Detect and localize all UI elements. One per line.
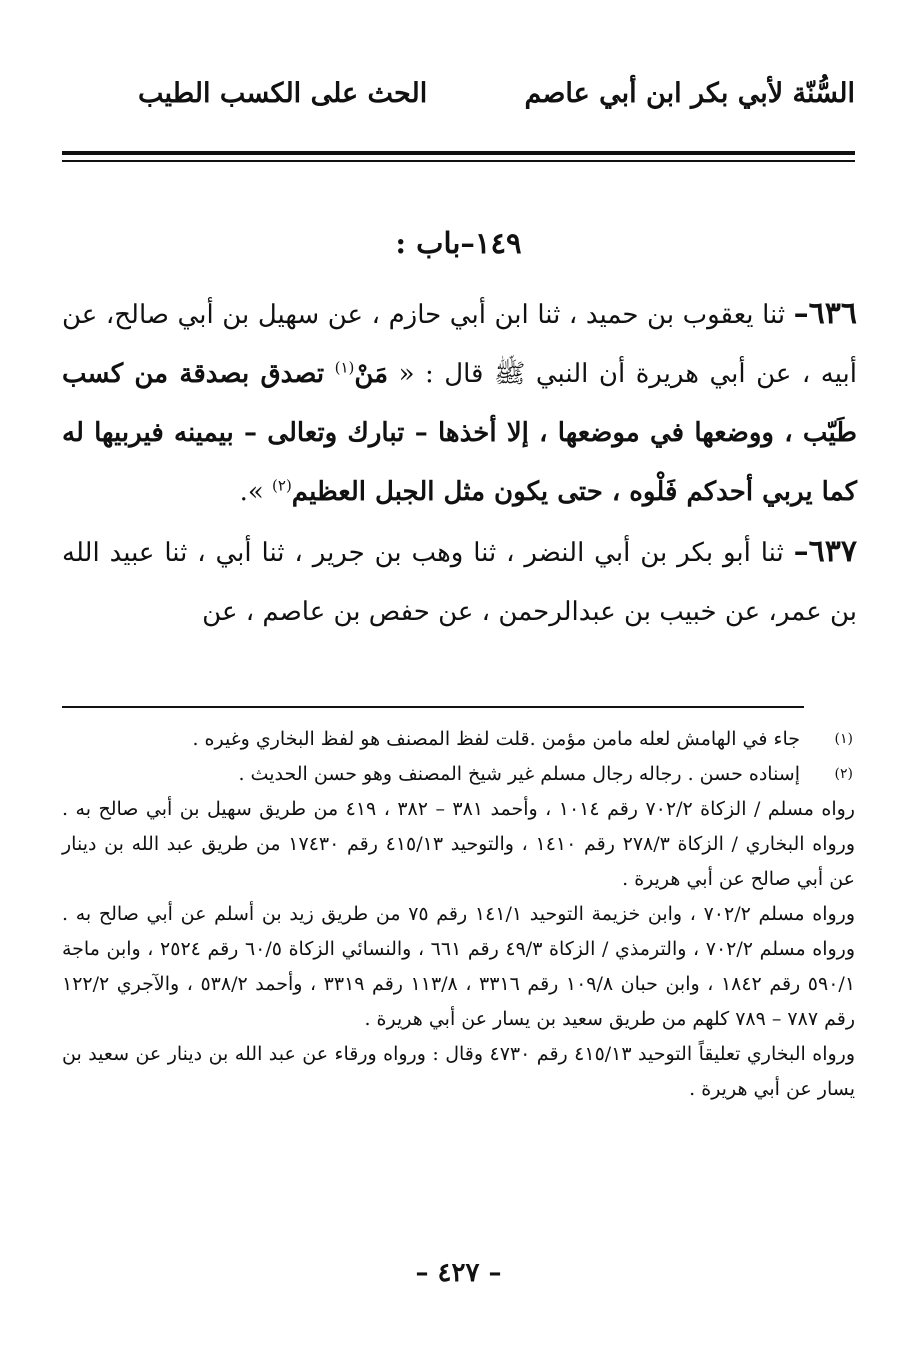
footnote-paragraph: رواه مسلم / الزكاة ٧٠٢/٢ رقم ١٠١٤ ، وأحمد ٣٨١ – ٣٨٢ ، ٤١٩ من طريق سهيل بن أبي صالح به . ورواه البخاري / الزكاة ٢٧٨/٣ رقم ١٤١٠ ، والتوحيد ٤١٥/١٣ رقم ١٧٤٣٠ من طريق عبد الله بن دينار عن أبي صالح عن أبي هريرة . [62,798,856,890]
hadith-637 [62,522,857,642]
chapter-title: الحث على الكسب الطيب [138,78,428,109]
footnote-ref-1: (١) [334,358,355,377]
hadith-number: ٦٣٦– [793,296,857,331]
hadith-isnad: ثنا يعقوب بن حميد ، ثنا ابن أبي حازم ، عن سهيل بن أبي صالح، عن أبيه ، عن أبي هريرة أن النبي ﷺ قال : « [62,300,858,389]
header-rule-thick [62,151,855,155]
hadith-number: ٦٣٧– [793,534,857,569]
footnote-rule [62,706,804,708]
footnote-marker: (٢) [834,766,853,782]
footnote-paragraph: ورواه مسلم ٧٠٢/٢ ، وابن خزيمة التوحيد ١٤١/١ رقم ٧٥ من طريق زيد بن أسلم عن أبي صالح به . ورواه مسلم ٧٠٢/٢ ، والترمذي / الزكاة ٤٩/٣ رقم ٦٦١ ، والنسائي الزكاة ٦٠/٥ رقم ٢٥٢٤ ، وابن ماجة ٥٩٠/١ رقم ١٨٤٢ ، وابن حبان ١٠٩/٨ رقم ٣٣١٦ ، ١١٣/٨ رقم ٣٣١٩ ، وأحمد ٥٣٨/٢ ، والآجري ١٢٢/٢ رقم ٧٨٧ – ٧٨٩ كلهم من طريق سعيد بن يسار عن أبي هريرة . [62,903,856,1030]
book-title: السُّنّة لأبي بكر ابن أبي عاصم [524,78,855,109]
hadith-isnad: ثنا أبو بكر بن أبي النضر ، ثنا وهب بن جرير ، ثنا أبي ، ثنا عبيد الله بن عمر، عن خبيب بن عبدالرحمن ، عن حفص بن عاصم ، عن [62,538,857,627]
page-number: – ٤٢٧ – [415,1258,502,1288]
footnote-1 [62,722,855,757]
footnote-text: إسناده حسن . رجاله رجال مسلم غير شيخ المصنف وهو حسن الحديث . [238,763,800,785]
section-heading: ١٤٩–باب : [395,226,522,260]
hadith-636 [62,284,857,522]
hadith-matn: تصدق بصدقة من كسب طَيّب ، ووضعها في موضعها ، إلا أخذها – تبارك وتعالى – بيمينه فيربيها له كما يربي أحدكم فَلْوه ، حتى يكون مثل الجبل العظيم [62,359,857,507]
hadith-close: ». [239,477,264,507]
main-text [62,284,857,642]
hadith-word: مَنْ [354,359,389,389]
footnote-marker: (١) [834,731,853,747]
footnote-ref-2: (٢) [272,476,292,495]
footnote-2 [62,757,855,792]
footnote-text: جاء في الهامش لعله مامن مؤمن .قلت لفظ المصنف هو لفظ البخاري وغيره . [192,728,800,750]
running-header [60,78,855,126]
footnote-paragraph: ورواه البخاري تعليقاً التوحيد ٤١٥/١٣ رقم ٤٧٣٠ وقال : ورواه ورقاء عن عبد الله بن دينار عن سعيد بن يسار عن أبي هريرة . [62,1043,856,1100]
header-rule-thin [62,160,855,162]
footnotes [62,722,855,1107]
